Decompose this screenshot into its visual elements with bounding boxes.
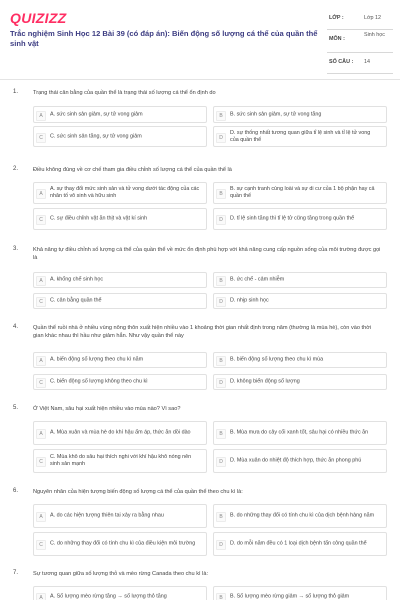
option-a[interactable]: [33, 586, 207, 600]
option-text: D. không biến động số lượng: [230, 378, 300, 385]
option-letter: B: [216, 189, 226, 199]
option-text: A. biến động số lượng theo chu kì năm: [50, 356, 144, 363]
meta-label: SỐ CÂU :: [329, 59, 354, 65]
option-letter: A: [36, 593, 46, 600]
question-text: Khả năng tự điều chỉnh số lượng cá thể của quần thể về mức ổn định phù hợp với khả năng cung cấp nguồn sống của môi trường được gọi là: [33, 247, 381, 261]
option-letter: C: [36, 133, 46, 143]
option-c[interactable]: [33, 208, 207, 230]
option-b[interactable]: [213, 272, 387, 288]
option-text: C. Mùa khô do sâu hại thích nghi với khí hậu khô nóng nên sinh sản mạnh: [50, 454, 192, 467]
page-title: Trắc nghiệm Sinh Học 12 Bài 39 (có đáp án): Biến động số lượng cá thể của quần thể sinh vật: [10, 29, 318, 48]
option-c[interactable]: [33, 293, 207, 309]
option-text: C. cân bằng quần thể: [50, 297, 102, 304]
page-header: [0, 0, 400, 76]
question-number: 1.: [13, 89, 19, 95]
option-letter: D: [216, 297, 226, 307]
option-text: B. do những thay đổi có tính chu kì của dịch bệnh hàng năm: [230, 512, 375, 519]
question-text: Nguyên nhân của hiện tượng biến động số lượng cá thể của quần thể theo chu kì là:: [33, 489, 243, 495]
option-text: D. nhịp sinh học: [230, 297, 269, 304]
option-letter: C: [36, 378, 46, 388]
option-text: B. biến động số lượng theo chu kì mùa: [230, 356, 324, 363]
option-text: C. biến động số lượng không theo chu kì: [50, 378, 148, 385]
option-d[interactable]: [213, 208, 387, 230]
option-text: D. tỉ lệ sinh tăng thì tỉ lệ tử cũng tăng trong quần thể: [230, 215, 355, 222]
option-text: C. sức sinh sản tăng, sự tử vong giảm: [50, 133, 142, 139]
question-number: 6.: [13, 488, 19, 494]
question-text: Trạng thái cân bằng của quần thể là trạng thái số lượng cá thể ổn định do: [33, 90, 216, 96]
meta-value: Lớp 12: [364, 15, 382, 21]
option-c[interactable]: [33, 374, 207, 390]
option-d[interactable]: [213, 374, 387, 390]
option-d[interactable]: [213, 532, 387, 556]
option-text: B. ức chế - cảm nhiễm: [230, 276, 285, 283]
option-b[interactable]: [213, 504, 387, 528]
question-text: Quần thể ruồi nhà ở nhiều vùng nông thôn xuất hiện nhiều vào 1 khoảng thời gian nhất định trong năm (thường là mùa hè), còn vào thời gian khác nhau thì hầu như giảm hẳn. Như vậy quần thể này: [33, 325, 372, 339]
meta-row-count: [327, 53, 393, 74]
option-text: D. do mỗi năm đều có 1 loại dịch bệnh tấn công quần thể: [230, 540, 367, 547]
option-letter: C: [36, 215, 46, 225]
option-text: A. sự thay đổi mức sinh sản và tử vong dưới tác động của các nhân tố vô sinh và hữu sinh: [50, 186, 200, 199]
option-d[interactable]: [213, 126, 387, 147]
question-number: 7.: [13, 570, 19, 576]
option-letter: A: [36, 276, 46, 286]
option-text: A. do các hiện tượng thiên tai xảy ra bằng nhau: [50, 512, 164, 519]
option-text: B. sự cạnh tranh cùng loài và sự di cư của 1 bộ phận hay cả quần thể: [230, 186, 375, 199]
option-letter: C: [36, 457, 46, 467]
option-letter: B: [216, 356, 226, 366]
option-c[interactable]: [33, 126, 207, 147]
option-a[interactable]: [33, 352, 207, 368]
question-number: 2.: [13, 166, 19, 172]
option-b[interactable]: [213, 586, 387, 600]
option-text: A. Số lượng mèo rừng tăng → số lượng thỏ tăng: [50, 593, 167, 600]
option-d[interactable]: [213, 293, 387, 309]
option-b[interactable]: [213, 106, 387, 123]
option-letter: B: [216, 429, 226, 439]
option-letter: C: [36, 297, 46, 307]
option-text: A. Mùa xuân và mùa hè do khí hậu ấm áp, thức ăn dồi dào: [50, 429, 191, 436]
option-text: B. Số lượng mèo rừng giảm → số lượng thỏ giảm: [230, 593, 350, 600]
option-text: A. sức sinh sản giảm, sự tử vong giảm: [50, 111, 143, 117]
meta-row-subject: [327, 30, 393, 53]
question-text: Ở Việt Nam, sâu hại xuất hiện nhiều vào mùa nào? Vì sao?: [33, 406, 181, 412]
option-d[interactable]: [213, 449, 387, 473]
option-text: C. sự điều chỉnh vật ăn thịt và vật kí sinh: [50, 215, 148, 222]
option-letter: A: [36, 189, 46, 199]
option-letter: A: [36, 356, 46, 366]
question-number: 3.: [13, 246, 19, 252]
question-text: Điều không đúng về cơ chế tham gia điều chỉnh số lượng cá thể của quần thể là: [33, 167, 232, 173]
option-letter: D: [216, 133, 226, 143]
option-letter: A: [36, 429, 46, 439]
meta-value: Sinh học: [364, 32, 385, 38]
option-text: D. Mùa xuân do nhiệt độ thích hợp, thức ăn phong phú: [230, 457, 362, 464]
option-letter: A: [36, 512, 46, 522]
option-a[interactable]: [33, 182, 207, 204]
option-b[interactable]: [213, 182, 387, 204]
option-letter: B: [216, 593, 226, 600]
option-letter: C: [36, 540, 46, 550]
option-letter: D: [216, 457, 226, 467]
option-text: B. sức sinh sản giảm, sự tử vong tăng: [230, 111, 322, 117]
option-letter: A: [36, 111, 46, 121]
option-b[interactable]: [213, 421, 387, 445]
option-text: D. sự thống nhất tương quan giữa tỉ lệ sinh và tỉ lệ tử vong của quần thể: [230, 129, 371, 143]
option-text: B. Mùa mưa do cây cối xanh tốt, sâu hại có nhiều thức ăn: [230, 429, 369, 436]
option-b[interactable]: [213, 352, 387, 368]
option-letter: D: [216, 540, 226, 550]
option-a[interactable]: [33, 421, 207, 445]
option-letter: D: [216, 215, 226, 225]
question-number: 4.: [13, 324, 19, 330]
option-text: A. khống chế sinh học: [50, 276, 104, 283]
question-number: 5.: [13, 405, 19, 411]
option-c[interactable]: [33, 532, 207, 556]
header-divider: [0, 79, 400, 80]
option-letter: B: [216, 512, 226, 522]
option-text: C. do những thay đổi có tính chu kì của điều kiện môi trường: [50, 540, 196, 547]
meta-row-class: [327, 9, 393, 30]
meta-label: MÔN :: [329, 36, 345, 42]
meta-label: LỚP :: [329, 15, 344, 21]
option-a[interactable]: [33, 504, 207, 528]
option-letter: B: [216, 276, 226, 286]
option-a[interactable]: [33, 272, 207, 288]
option-a[interactable]: [33, 106, 207, 123]
question-text: Sự tương quan giữa số lượng thỏ và mèo rừng Canada theo chu kì là:: [33, 571, 209, 577]
option-c[interactable]: [33, 449, 207, 473]
option-letter: B: [216, 111, 226, 121]
option-letter: D: [216, 378, 226, 388]
meta-value: 14: [364, 59, 370, 65]
quizizz-logo[interactable]: QUIZIZZ: [10, 10, 67, 26]
quiz-meta-table: [327, 9, 393, 74]
